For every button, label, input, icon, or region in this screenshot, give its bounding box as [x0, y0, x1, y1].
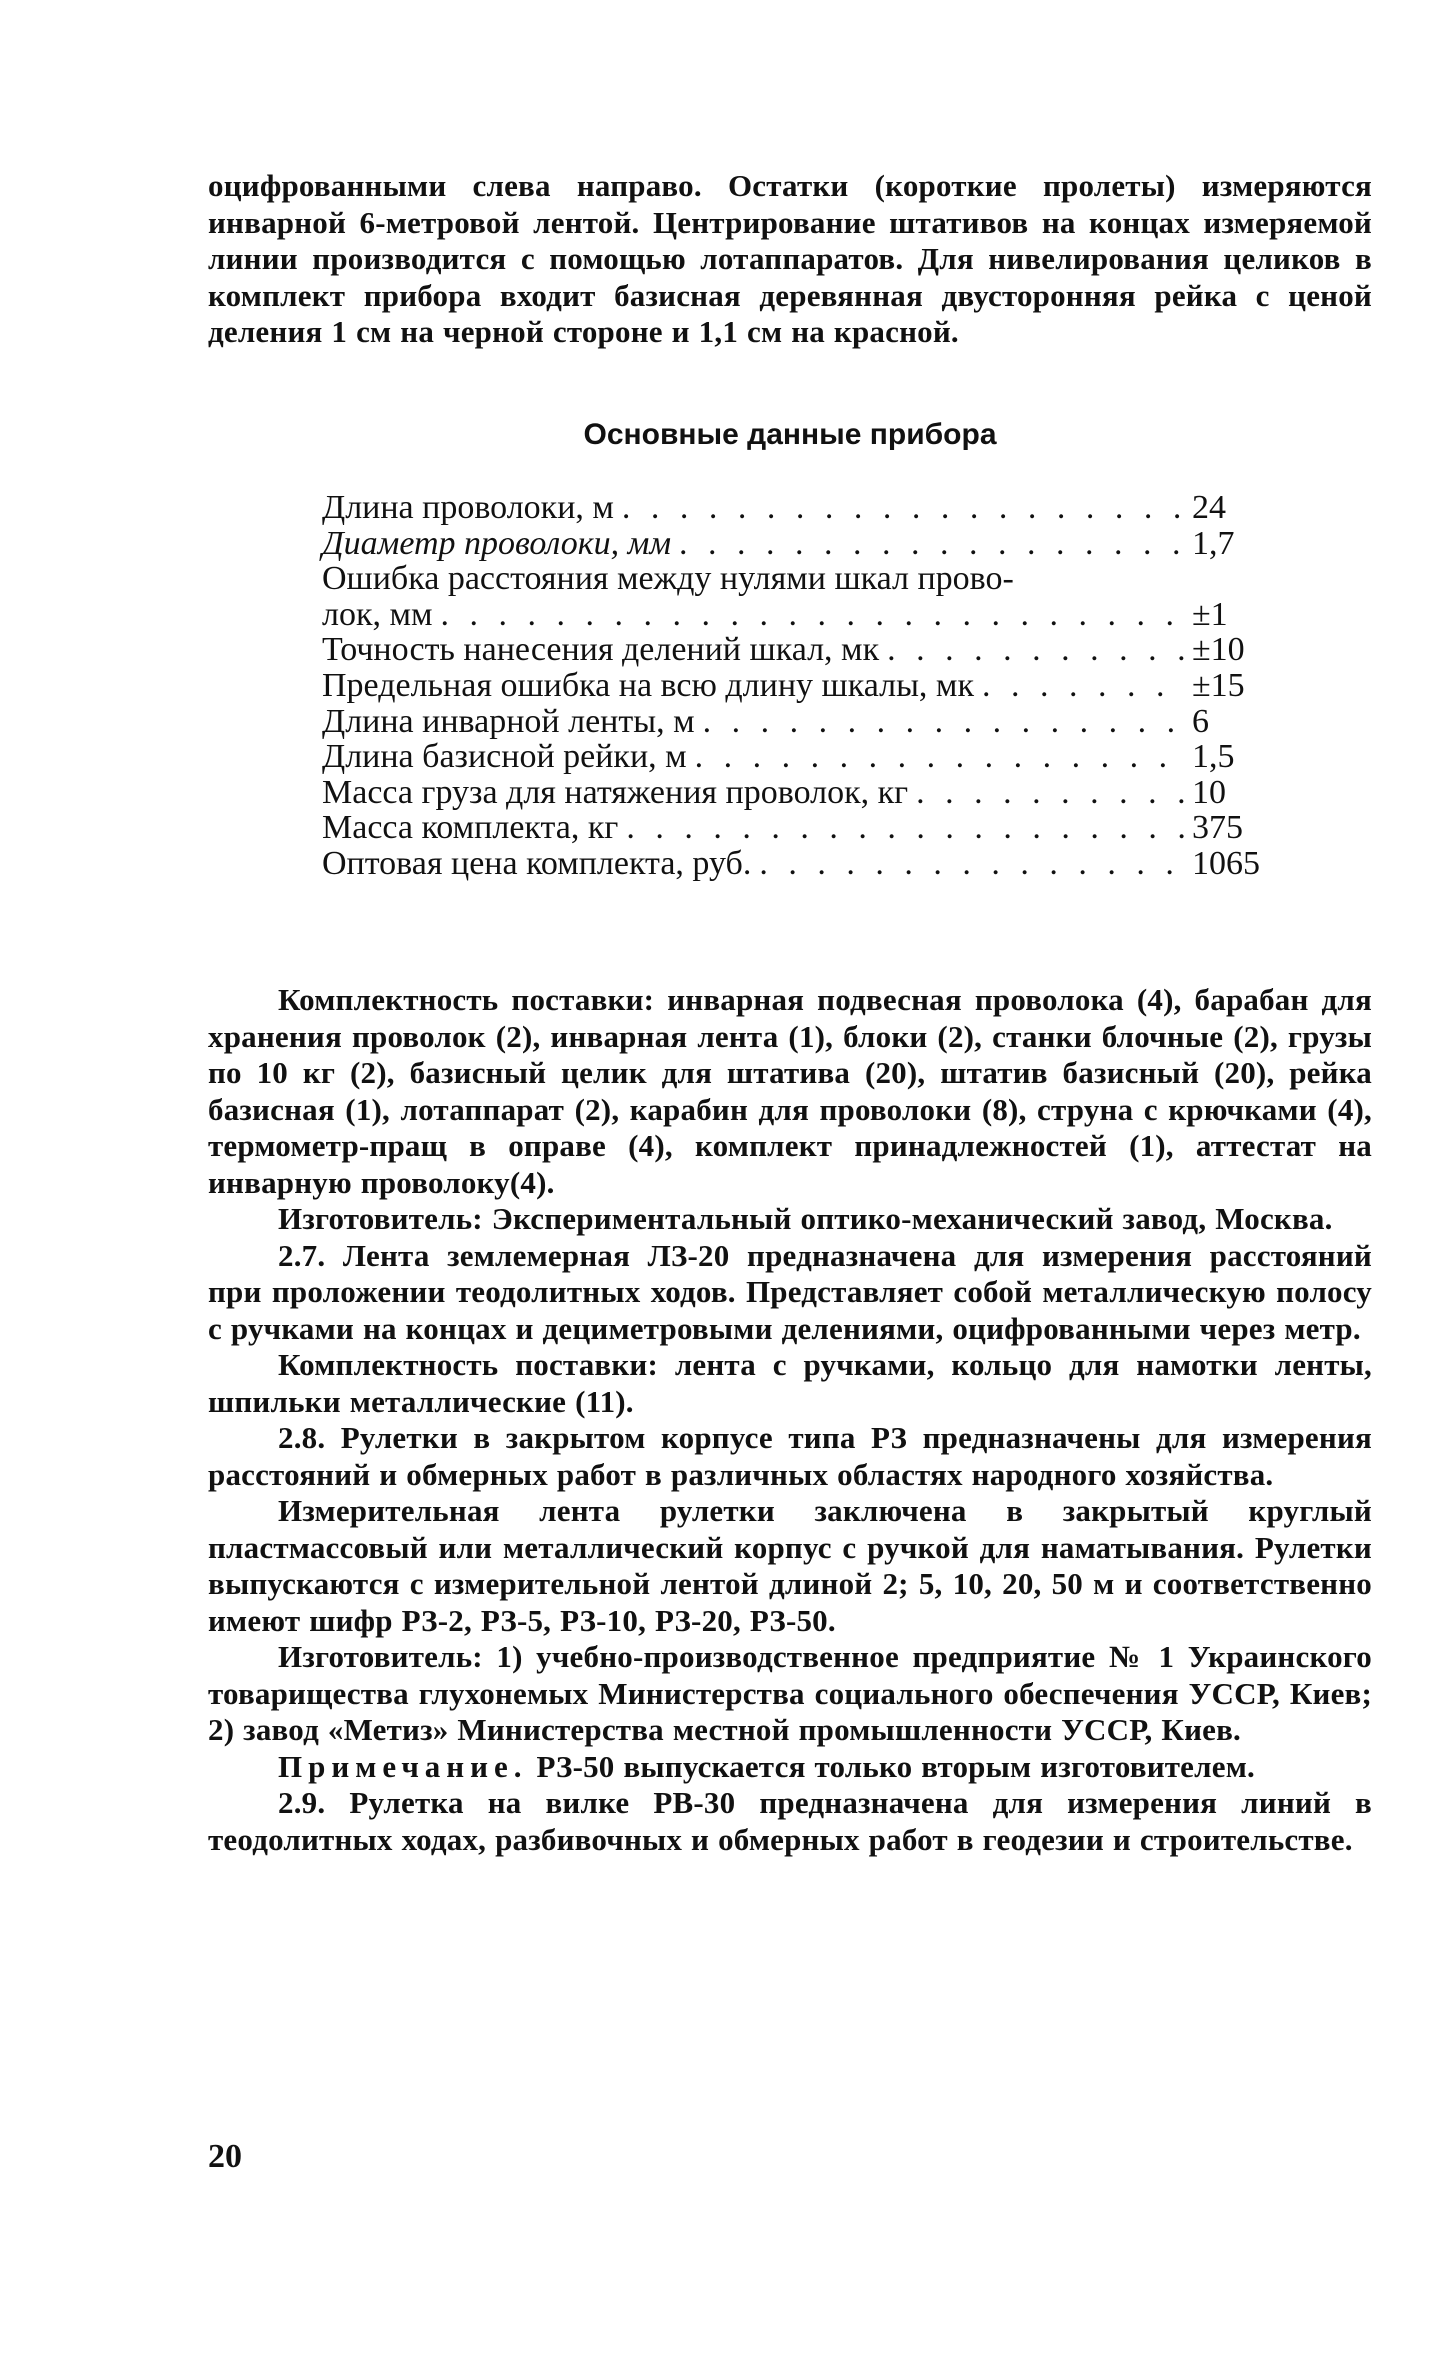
spec-list — [322, 490, 1262, 882]
spec-row — [322, 775, 1262, 811]
leader-dots — [703, 704, 1184, 740]
spec-row — [322, 846, 1262, 882]
body-paragraph: Комплектность поставки: лента с ручками, кольцо для намотки ленты, шпильки металлические (11). — [208, 1347, 1372, 1419]
spec-value: 6 — [1192, 702, 1209, 740]
note-label: Примечание. — [278, 1748, 528, 1784]
spec-label: Масса груза для натяжения проволок, кг — [322, 773, 909, 811]
body-paragraph: Изготовитель: 1) учебно-производственное предприятие № 1 Украинского товарищества глухонемых Министерства социального обеспечения УССР, Киев; 2) завод «Метиз» Министерства местной промышленности УССР, Киев. — [208, 1639, 1372, 1747]
leader-dots — [622, 490, 1184, 526]
spec-value: ±15 — [1192, 666, 1245, 704]
spec-value: ±10 — [1192, 631, 1245, 669]
page-number: 20 — [208, 2138, 242, 2175]
spec-value: 1,5 — [1192, 738, 1235, 776]
body-paragraph: 2.7. Лента землемерная ЛЗ-20 предназначена для измерения расстояний при проложении теодолитных ходов. Представляет собой металлическую полосу с ручками на концах и дециметровыми делениями, оцифрованными через метр. — [208, 1237, 1372, 1346]
spec-row — [322, 526, 1262, 562]
spec-label: Длина инварной ленты, м — [322, 702, 695, 740]
spec-label: Длина проволоки, м — [322, 489, 614, 526]
body-paragraph: Измерительная лента рулетки заключена в закрытый круглый пластмассовый или металлический корпус с ручкой для наматывания. Рулетки выпускаются с измерительной лентой длиной 2; 5, 10, 20, 50 м и соответственно имеют шифр РЗ-2, РЗ-5, РЗ-10, РЗ-20, РЗ-50. — [208, 1493, 1372, 1638]
spec-row — [322, 704, 1262, 740]
body-paragraph: 2.8. Рулетки в закрытом корпусе типа РЗ предназначены для измерения расстояний и обмерных работ в различных областях народного хозяйства. — [208, 1420, 1372, 1492]
spec-label: Точность нанесения делений шкал, мк — [322, 631, 880, 669]
leader-dots — [916, 775, 1184, 811]
spec-label: Предельная ошибка на всю длину шкалы, мк — [322, 666, 974, 704]
spec-label: Длина базисной рейки, м — [322, 738, 687, 776]
body-paragraph: Изготовитель: Экспериментальный оптико-механический завод, Москва. — [278, 1201, 1333, 1236]
spec-label: Оптовая цена комплекта, руб. — [322, 844, 752, 882]
leader-dots — [887, 632, 1184, 668]
spec-row — [322, 668, 1262, 704]
leader-dots — [679, 526, 1184, 562]
note-paragraph — [208, 1749, 1372, 1786]
spec-row-continued — [322, 561, 1262, 597]
spec-label-line1: Ошибка расстояния между нулями шкал прово- — [322, 560, 1014, 598]
leader-dots — [695, 739, 1184, 775]
body-paragraph: 2.9. Рулетка на вилке РВ-30 предназначена для измерения линий в теодолитных ходах, разбивочных и обмерных работ в геодезии и строительстве. — [208, 1785, 1372, 1857]
spec-row — [322, 597, 1262, 633]
body-text-block — [208, 982, 1372, 1858]
spec-row — [322, 810, 1262, 846]
spec-label: Диаметр проволоки, мм — [322, 524, 672, 562]
spec-label: Масса комплекта, кг — [322, 809, 619, 847]
spec-value: ±1 — [1192, 595, 1228, 633]
leader-dots — [441, 597, 1184, 633]
intro-paragraph: оцифрованными слева направо. Остатки (короткие пролеты) измеряются инварной 6-метровой лентой. Центрирование штативов на концах измеряемой линии производится с помощью лотаппаратов. Для нивелирования целиков в комплект прибора входит базисная деревянная двусторонняя рейка с ценой деления 1 см на черной стороне и 1,1 см на красной. — [208, 168, 1372, 349]
spec-label: лок, мм — [322, 595, 433, 633]
leader-dots — [626, 810, 1184, 846]
leader-dots — [982, 668, 1184, 704]
spec-value: 375 — [1192, 809, 1243, 847]
body-paragraph: Комплектность поставки: инварная подвесная проволока (4), барабан для хранения проволок (2), инварная лента (1), блоки (2), станки блочные (2), грузы по 10 кг (2), базисный целик для штатива (20), штатив базисный (20), рейка базисная (1), лотаппарат (2), карабин для проволоки (8), струна с крючками (4), термометр-пращ в оправе (4), комплект принадлежностей (1), аттестат на инварную проволоку(4). — [208, 982, 1372, 1200]
section-heading: Основные данные прибора — [583, 418, 997, 451]
leader-dots — [759, 846, 1184, 882]
spec-value: 10 — [1192, 773, 1226, 811]
spec-value: 1,7 — [1192, 524, 1235, 562]
intro-paragraph-block — [208, 168, 1372, 351]
spec-row — [322, 739, 1262, 775]
spec-row — [322, 632, 1262, 668]
spec-row — [322, 490, 1262, 526]
spec-value: 24 — [1192, 489, 1226, 526]
spec-value: 1065 — [1192, 844, 1260, 882]
note-text: РЗ-50 выпускается только вторым изготовителем. — [527, 1748, 1255, 1784]
